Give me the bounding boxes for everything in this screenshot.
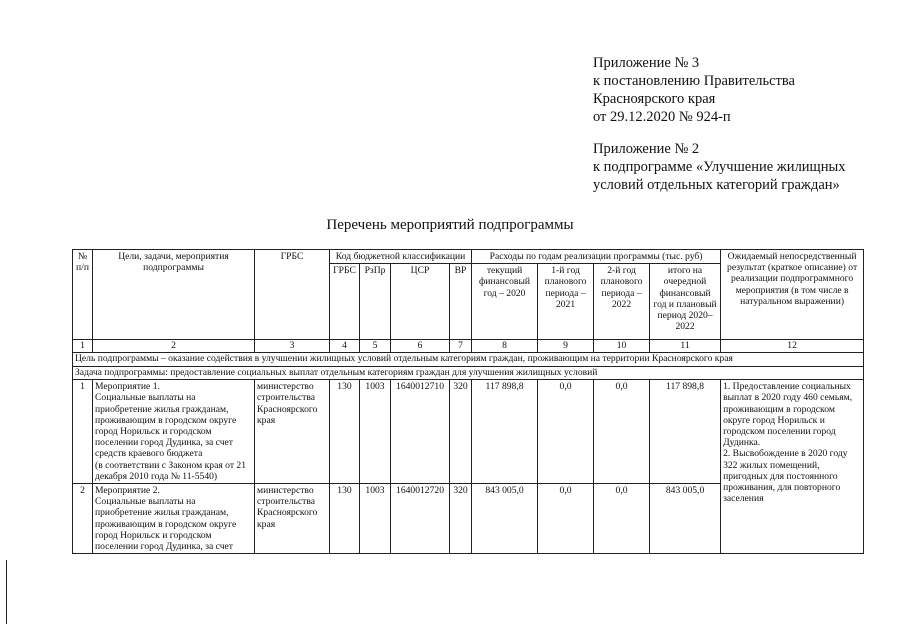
appendix-header — [593, 54, 845, 194]
year-1-value: 0,0 — [538, 380, 594, 484]
column-number: 3 — [255, 340, 330, 353]
header-expected: Ожидаемый непосредственный результат (краткое описание) от реализации подпрограммного мероприятия (в том числе в натуральном выражении) — [721, 250, 864, 340]
header-rzpr: РзПр — [360, 264, 391, 340]
header-kbk: Код бюджетной классификации — [330, 250, 472, 264]
column-number: 4 — [330, 340, 360, 353]
header-grbs: ГРБС — [330, 264, 360, 340]
header-year-2: 2-й год планового периода – 2022 — [594, 264, 650, 340]
csr-code: 1640012720 — [391, 484, 450, 554]
rzpr-code: 1003 — [360, 380, 391, 484]
margin-line — [6, 560, 7, 624]
column-number: 9 — [538, 340, 594, 353]
header-grbs-name: ГРБС — [255, 250, 330, 340]
goal-row — [73, 353, 864, 367]
column-number: 7 — [450, 340, 472, 353]
task-row — [73, 366, 864, 380]
column-number: 12 — [721, 340, 864, 353]
column-number: 2 — [93, 340, 255, 353]
measure-text: Мероприятие 1. Социальные выплаты на приобретение жилья гражданам, проживающим в городском округе город Норильск и городском поселении город Дудинка, за счет средств краевого бюджета (в соответствии с Законом края от 21 декабря 2010 года № 11-5540) — [93, 380, 255, 484]
grbs-name: министерство строительства Красноярского края — [255, 484, 330, 554]
appendix-line: к подпрограмме «Улучшение жилищных — [593, 159, 846, 175]
column-number-row — [73, 340, 864, 353]
header-vr: ВР — [450, 264, 472, 340]
year-2-value: 0,0 — [594, 380, 650, 484]
vr-code: 320 — [450, 380, 472, 484]
appendix-line: Красноярского края — [593, 91, 716, 107]
total-value: 117 898,8 — [650, 380, 721, 484]
grbs-code: 130 — [330, 380, 360, 484]
measures-table — [72, 249, 864, 554]
page-title: Перечень мероприятий подпрограммы — [326, 217, 574, 233]
table-header-row — [73, 250, 864, 264]
column-number: 5 — [360, 340, 391, 353]
column-number: 11 — [650, 340, 721, 353]
year-1-value: 0,0 — [538, 484, 594, 554]
rzpr-code: 1003 — [360, 484, 391, 554]
header-goals: Цели, задачи, мероприятия подпрограммы — [93, 250, 255, 340]
header-expenses: Расходы по годам реализации программы (тыс. руб) — [472, 250, 721, 264]
row-number: 2 — [73, 484, 93, 554]
expected-result: 1. Предоставление социальных выплат в 2020 году 460 семьям, проживающим в городском округе город Норильск и городском поселении город Дудинка. 2. Высвобождение в 2020 году 322 жилых помещений, пригодных для постоянного проживания, для повторного заселения — [721, 380, 864, 554]
appendix-line: Приложение № 3 — [593, 55, 700, 71]
csr-code: 1640012710 — [391, 380, 450, 484]
table-row — [73, 380, 864, 484]
column-number: 10 — [594, 340, 650, 353]
appendix-line: к постановлению Правительства — [593, 73, 795, 89]
column-number: 1 — [73, 340, 93, 353]
appendix-line: Приложение № 2 — [593, 141, 700, 157]
appendix-line: условий отдельных категорий граждан» — [593, 177, 840, 193]
grbs-code: 130 — [330, 484, 360, 554]
appendix-line: от 29.12.2020 № 924-п — [593, 109, 731, 125]
header-year-1: 1-й год планового периода – 2021 — [538, 264, 594, 340]
current-year-value: 843 005,0 — [472, 484, 538, 554]
total-value: 843 005,0 — [650, 484, 721, 554]
year-2-value: 0,0 — [594, 484, 650, 554]
current-year-value: 117 898,8 — [472, 380, 538, 484]
header-current-year: текущий финансовый год – 2020 — [472, 264, 538, 340]
vr-code: 320 — [450, 484, 472, 554]
row-number: 1 — [73, 380, 93, 484]
header-total: итого на очередной финансовый год и плановый период 2020–2022 — [650, 264, 721, 340]
header-csr: ЦСР — [391, 264, 450, 340]
goal-text: Цель подпрограммы – оказание содействия в улучшении жилищных условий отдельным категориям граждан, проживающим на территории Красноярского края — [73, 353, 864, 367]
measure-text: Мероприятие 2. Социальные выплаты на приобретение жилья гражданам, проживающим в городском округе город Норильск и городском поселении город Дудинка, за счет — [93, 484, 255, 554]
task-text: Задача подпрограммы: предоставление социальных выплат отдельным категориям граждан для улучшения жилищных условий — [73, 366, 864, 380]
column-number: 8 — [472, 340, 538, 353]
header-num: № п/п — [73, 250, 93, 340]
column-number: 6 — [391, 340, 450, 353]
grbs-name: министерство строительства Красноярского края — [255, 380, 330, 484]
